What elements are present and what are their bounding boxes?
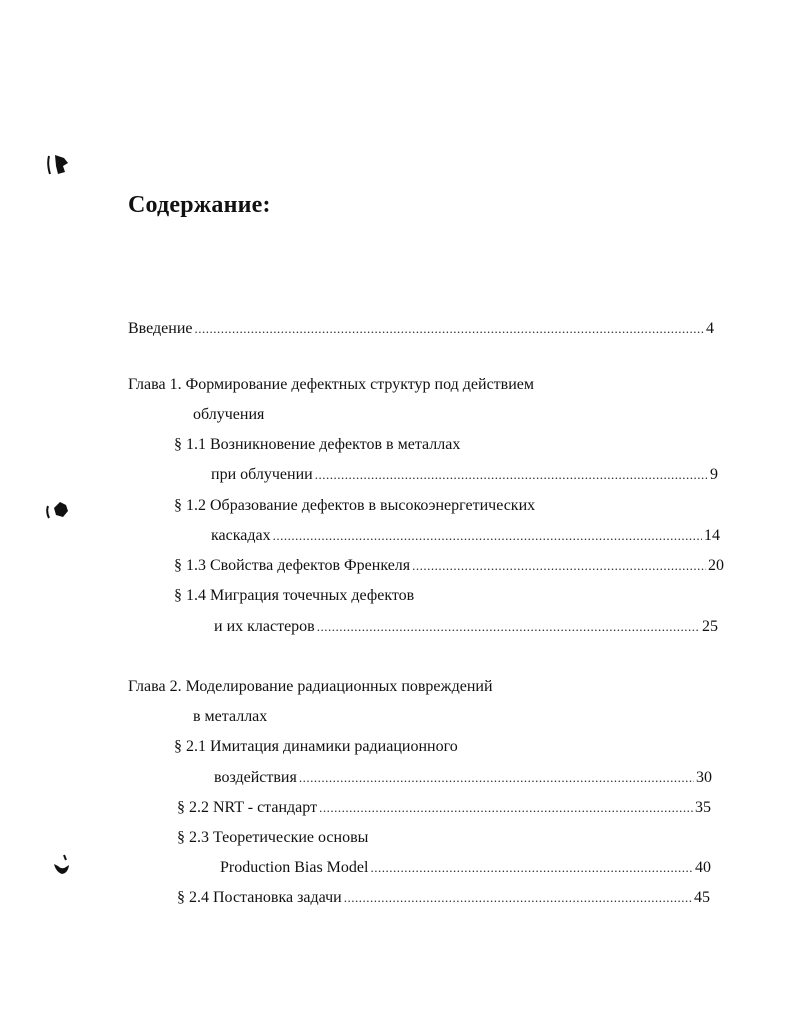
section-2-4-title: § 2.4 Постановка задачи (177, 889, 342, 906)
toc-entry-2-3 (220, 857, 711, 879)
dot-leader (273, 525, 702, 547)
punch-hole-mark-middle-icon (44, 498, 74, 522)
dot-leader (315, 464, 708, 486)
toc-page-number: 35 (695, 799, 711, 816)
toc-page-number: 20 (708, 557, 724, 574)
toc-entry-1-1-head (174, 434, 460, 456)
page-title: Содержание: (128, 192, 271, 218)
toc-entry-1-1 (211, 464, 718, 486)
dot-leader (195, 318, 705, 340)
dot-leader (370, 857, 693, 879)
section-2-1-title: § 2.1 Имитация динамики радиационного (174, 738, 458, 755)
punch-hole-mark-bottom-icon (50, 852, 74, 878)
section-1-2-title: § 1.2 Образование дефектов в высокоэнергетических (174, 497, 536, 514)
section-1-2-title-cont: каскадах (211, 527, 271, 544)
section-2-2-title: § 2.2 NRT - стандарт (177, 799, 318, 816)
toc-page-number: 9 (710, 466, 718, 483)
toc-page-number: 40 (695, 859, 711, 876)
toc-entry-2-1 (214, 767, 712, 789)
chapter-1-title-line2: облучения (193, 406, 265, 423)
chapter-1-heading-cont (193, 404, 264, 426)
section-2-3-title: § 2.3 Теоретические основы (177, 829, 369, 846)
dot-leader (344, 887, 692, 909)
chapter-1-title-line1: Глава 1. Формирование дефектных структур под действием (128, 376, 535, 393)
chapter-2-title-line2: в металлах (193, 708, 268, 725)
toc-entry-2-2 (177, 797, 711, 819)
toc-page-number: 45 (694, 889, 710, 906)
toc-page-number: 4 (706, 320, 714, 337)
chapter-2-title-line1: Глава 2. Моделирование радиационных повреждений (128, 678, 493, 695)
chapter-1-heading (128, 374, 534, 396)
toc-entry-1-2 (211, 525, 720, 547)
dot-leader (317, 616, 700, 638)
section-1-1-title-cont: при облучении (211, 466, 313, 483)
chapter-2-heading (128, 676, 493, 698)
toc-entry-2-4 (177, 887, 710, 909)
section-1-1-title: § 1.1 Возникновение дефектов в металлах (174, 436, 461, 453)
section-2-1-title-cont: воздействия (214, 769, 297, 786)
punch-hole-mark-top-icon (46, 152, 74, 178)
chapter-2-heading-cont (193, 706, 267, 728)
section-1-4-title-cont: и их кластеров (214, 618, 315, 635)
toc-entry-2-1-head (174, 736, 458, 758)
toc-entry-1-4 (214, 616, 718, 638)
toc-entry-text: Введение (128, 320, 193, 337)
toc-page-number: 30 (696, 769, 712, 786)
toc-entry-intro (128, 318, 714, 340)
toc-entry-1-3 (174, 555, 724, 577)
dot-leader (412, 555, 706, 577)
section-1-4-title: § 1.4 Миграция точечных дефектов (174, 587, 415, 604)
toc-page-number: 25 (702, 618, 718, 635)
toc-entry-2-3-head (177, 827, 368, 849)
toc-page-number: 14 (704, 527, 720, 544)
section-2-3-title-cont: Production Bias Model (220, 859, 369, 876)
dot-leader (299, 767, 694, 789)
dot-leader (319, 797, 693, 819)
toc-entry-1-2-head (174, 495, 535, 517)
section-1-3-title: § 1.3 Свойства дефектов Френкеля (174, 557, 411, 574)
toc-entry-1-4-head (174, 585, 414, 607)
